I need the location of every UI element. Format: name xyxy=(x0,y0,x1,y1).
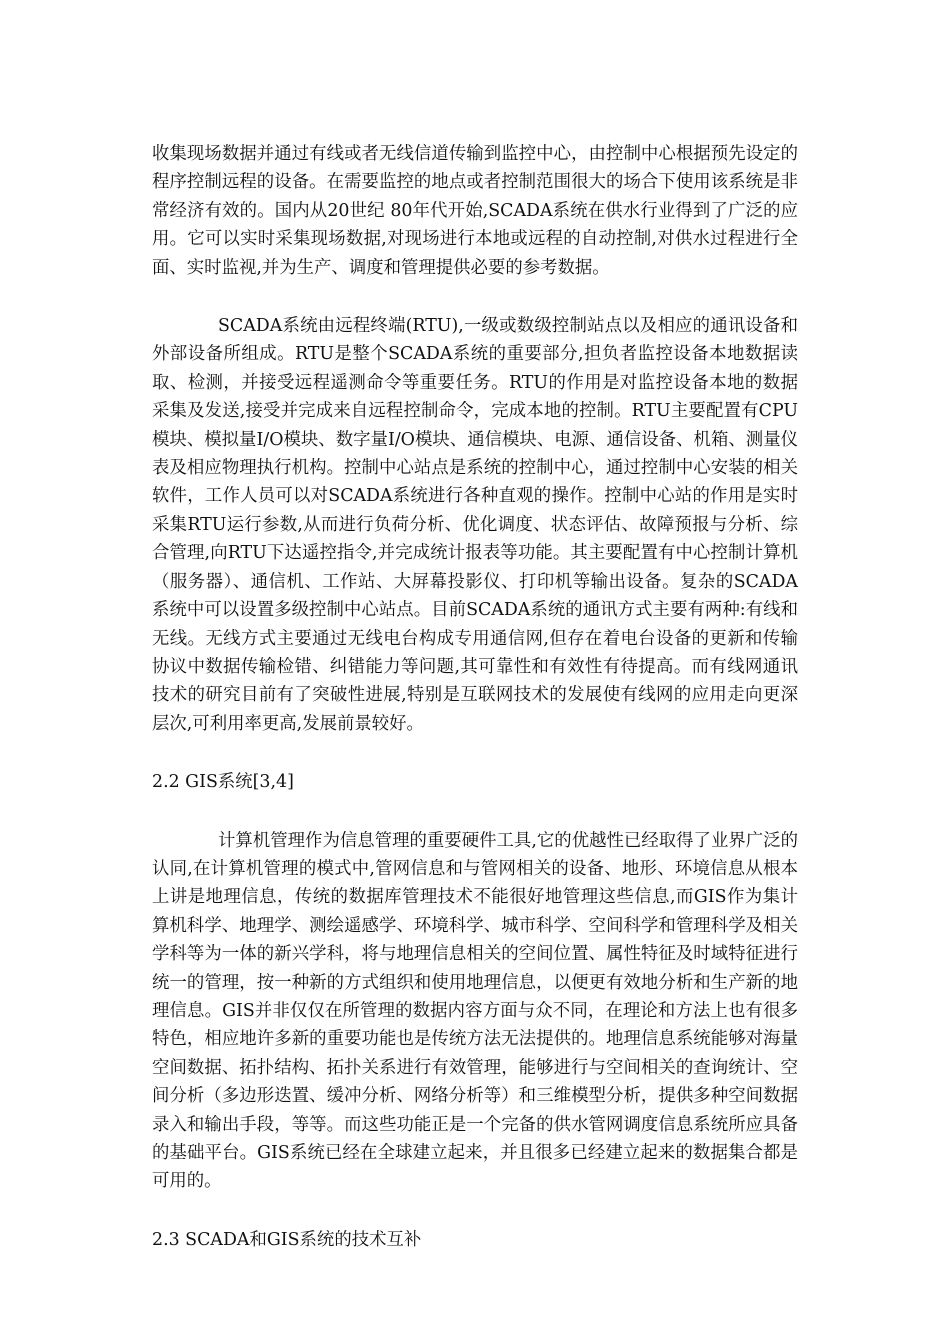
paragraph-gap xyxy=(152,797,798,827)
paragraph-scada-intro: 收集现场数据并通过有线或者无线信道传输到监控中心，由控制中心根据预先设定的程序控制远程的设备。在需要监控的地点或者控制范围很大的场合下使用该系统是非常经济有效的。国内从20世纪 80年代开始,SCADA系统在供水行业得到了广泛的应用。它可以实时采集现场数据,对现场进行本地或远程的自动控制,对供水过程进行全面、实时监视,并为生产、调度和管理提供必要的参考数据。 xyxy=(152,144,798,278)
section-heading-gis: 2.2 GIS系统[3,4] xyxy=(152,772,294,793)
paragraph-scada-components: SCADA系统由远程终端(RTU),一级或数级控制站点以及相应的通讯设备和外部设备所组成。RTU是整个SCADA系统的重要部分,担负者监控设备本地数据读取、检测，并接受远程遥测命令等重要任务。RTU的作用是对监控设备本地的数据采集及发送,接受并完成来自远程控制命令，完成本地的控制。RTU主要配置有CPU模块、模拟量I/O模块、数字量I/O模块、通信模块、电源、通信设备、机箱、测量仪表及相应物理执行机构。控制中心站点是系统的控制中心，通过控制中心安装的相关软件，工作人员可以对SCADA系统进行各种直观的操作。控制中心站的作用是实时采集RTU运行参数,从而进行负荷分析、优化调度、状态评估、故障预报与分析、综合管理,向RTU下达遥控指令,并完成统计报表等功能。其主要配置有中心控制计算机（服务器）、通信机、工作站、大屏幕投影仪、打印机等输出设备。复杂的SCADA系统中可以设置多级控制中心站点。目前SCADA系统的通讯方式主要有两种:有线和无线。无线方式主要通过无线电台构成专用通信网,但存在着电台设备的更新和传输协议中数据传输检错、纠错能力等问题,其可靠性和有效性有待提高。而有线网通讯技术的研究目前有了突破性进展,特别是互联网技术的发展使有线网的应用走向更深层次,可利用率更高,发展前景较好。 xyxy=(152,316,798,734)
document-page xyxy=(152,140,798,1254)
section-heading-complement: 2.3 SCADA和GIS系统的技术互补 xyxy=(152,1229,422,1250)
paragraph-gap xyxy=(152,1196,798,1226)
paragraph-gis: 计算机管理作为信息管理的重要硬件工具,它的优越性已经取得了业界广泛的认同,在计算机管理的模式中,管网信息和与管网相关的设备、地形、环境信息从根本上讲是地理信息，传统的数据库管理技术不能很好地管理这些信息,而GIS作为集计算机科学、地理学、测绘遥感学、环境科学、城市科学、空间科学和管理科学及相关学科等为一体的新兴学科，将与地理信息相关的空间位置、属性特征及时域特征进行统一的管理，按一种新的方式组织和使用地理信息，以便更有效地分析和生产新的地理信息。GIS并非仅仅在所管理的数据内容方面与众不同，在理论和方法上也有很多特色，相应地许多新的重要功能也是传统方法无法提供的。地理信息系统能够对海量空间数据、拓扑结构、拓扑关系进行有效管理，能够进行与空间相关的查询统计、空间分析（多边形迭置、缓冲分析、网络分析等）和三维模型分析，提供多种空间数据录入和输出手段，等等。而这些功能正是一个完备的供水管网调度信息系统所应具备的基础平台。GIS系统已经在全球建立起来，并且很多已经建立起来的数据集合都是可用的。 xyxy=(152,830,798,1192)
paragraph-gap xyxy=(152,282,798,312)
paragraph-gap xyxy=(152,738,798,768)
